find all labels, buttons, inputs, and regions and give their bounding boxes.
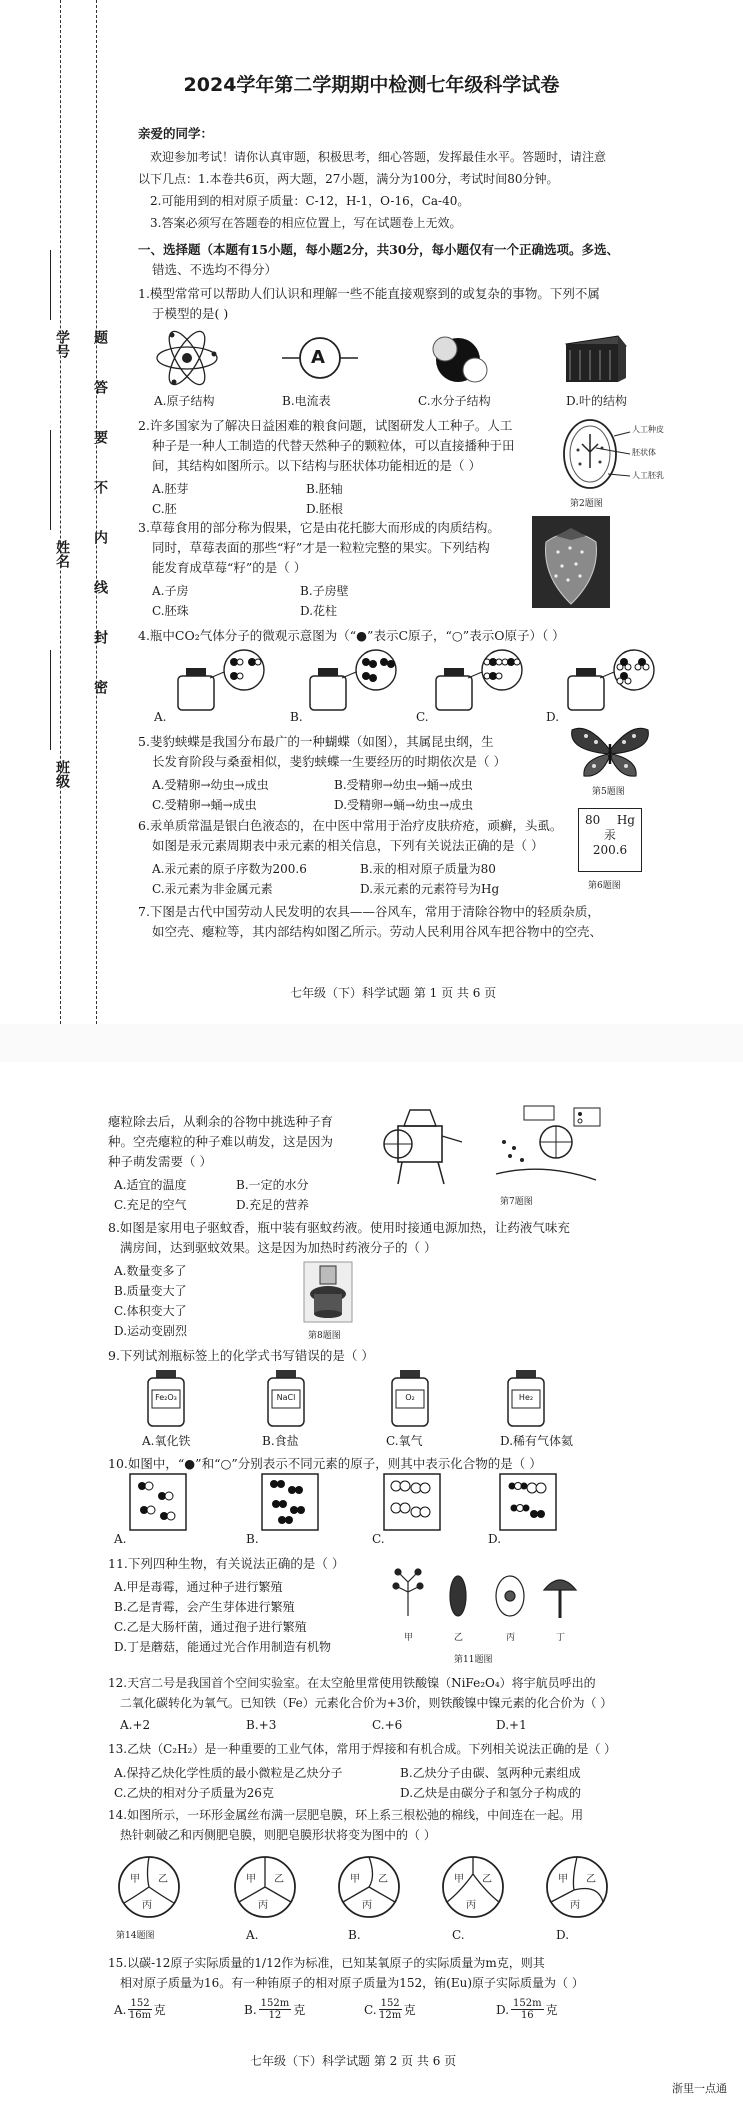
q7-stem-3: 瘪粒除去后，从剩余的谷物中挑选种子育 xyxy=(108,1114,334,1129)
water-molecule-icon xyxy=(430,332,490,384)
q8-stem-2: 满房间，达到驱蚊效果。这是因为加热时药液分子的（ ） xyxy=(120,1240,437,1255)
q14-region-label: 丙 xyxy=(570,1900,580,1911)
q11-label-jia: 甲 xyxy=(404,1633,414,1643)
q5-option-b[interactable]: B.受精卵→幼虫→蛹→成虫 xyxy=(334,778,473,792)
q5-stem-1: 5.斐豹蛱蝶是我国分布最广的一种蝴蝶（如图），其属昆虫纲，生 xyxy=(138,734,494,749)
q14-region-label: 乙 xyxy=(274,1874,284,1885)
q10-particle xyxy=(160,1512,175,1520)
seed-label-endosperm: 人工胚乳 xyxy=(632,471,664,480)
q4-bottle-4 xyxy=(560,650,670,714)
q2-stem-3: 间，其结构如图所示。以下结构与胚状体功能相近的是（ ） xyxy=(152,458,481,473)
q12-option-d[interactable]: D.+1 xyxy=(496,1718,527,1732)
q15-option-a[interactable] xyxy=(114,1998,166,2021)
q9-stem: 9.下列试剂瓶标签上的化学式书写错误的是（ ） xyxy=(108,1348,374,1363)
q4-molecule xyxy=(617,658,631,670)
q15-fraction xyxy=(128,1998,151,2021)
binding-name-label: 姓名 xyxy=(54,540,70,568)
q15-option-letter: D. xyxy=(496,2002,510,2017)
q10-box-1 xyxy=(130,1474,186,1530)
q15-option-letter: C. xyxy=(364,2002,377,2017)
q15-stem-2: 相对原子质量为16。有一种铕原子的相对原子质量为152，铕(Eu)原子实际质量为（ ） xyxy=(120,1976,584,1990)
q15-fraction xyxy=(379,1998,402,2021)
q7-option-a[interactable]: A.适宜的温度 xyxy=(114,1178,187,1192)
q2-option-d[interactable]: D.胚根 xyxy=(306,502,344,516)
q8-option-c[interactable]: C.体积变大了 xyxy=(114,1304,187,1318)
q1-option-a[interactable]: A.原子结构 xyxy=(154,394,215,408)
q2-stem-2: 种子是一种人工制造的代替天然种子的颗粒体，可以直接播种于田 xyxy=(152,438,515,453)
q12-option-a[interactable]: A.+2 xyxy=(120,1718,151,1732)
q14-stem-1: 14.如图所示，一环形金属丝布满一层肥皂膜，环上系三根松弛的棉线，中间连在一起。用 xyxy=(108,1808,584,1822)
q6-option-b[interactable]: B.汞的相对原子质量为80 xyxy=(360,862,496,876)
ammeter-label: A xyxy=(311,347,325,368)
q14-region-label: 甲 xyxy=(558,1874,568,1885)
q6-option-d[interactable]: D.汞元素的元素符号为Hg xyxy=(360,882,500,896)
q10-stem: 10.如图中，“●”和“○”分别表示不同元素的原子，则其中表示化合物的是（ ） xyxy=(108,1456,542,1471)
q15-unit: 克 xyxy=(545,2003,558,2017)
q3-stem-3: 能发育成草莓“籽”的是（ ） xyxy=(152,560,307,575)
q9-option-b[interactable]: B.食盐 xyxy=(262,1434,299,1448)
q11-organisms-figure xyxy=(388,1568,578,1630)
q10-option-c[interactable]: C. xyxy=(372,1532,385,1546)
seal-char-7: 封 xyxy=(92,630,108,644)
seal-char-1: 题 xyxy=(92,330,108,344)
q14-option-b[interactable]: B. xyxy=(348,1928,361,1942)
q13-option-b[interactable]: B.乙炔分子由碳、氢两种元素组成 xyxy=(400,1766,581,1780)
mosquito-repellent-icon xyxy=(300,1258,356,1326)
mercury-name: 汞 xyxy=(603,828,616,842)
q14-option-c[interactable]: C. xyxy=(452,1928,465,1942)
q10-particle xyxy=(158,1492,173,1500)
name-blank xyxy=(50,430,51,530)
q4-option-b[interactable]: B. xyxy=(290,710,303,724)
q7-stem-2: 如空壳、瘪粒等，其内部结构如图乙所示。劳动人民利用谷风车把谷物中的空壳、 xyxy=(152,924,603,939)
q10-particle xyxy=(270,1480,285,1488)
class-blank xyxy=(50,650,51,750)
q10-particle xyxy=(530,1510,545,1518)
q6-figure-caption: 第6题图 xyxy=(588,881,621,891)
q6-stem-2: 如图是汞元素周期表中汞元素的相关信息，下列有关说法正确的是（ ） xyxy=(152,838,544,853)
q4-bottle-2 xyxy=(302,650,412,714)
q14-region-label: 丙 xyxy=(466,1900,476,1911)
q10-option-d[interactable]: D. xyxy=(488,1532,502,1546)
q4-molecule xyxy=(230,672,243,680)
q9-bottle-label: NaCl xyxy=(276,1393,296,1402)
intro-line-2: 以下几点：1.本卷共6页，两大题，27小题，满分为100分，考试时间80分钟。 xyxy=(138,172,559,186)
seal-char-2: 答 xyxy=(92,380,108,394)
artificial-seed-figure xyxy=(560,416,620,492)
q14-region-label: 乙 xyxy=(378,1874,388,1885)
q3-option-b[interactable]: B.子房壁 xyxy=(300,584,349,598)
mercury-element-card xyxy=(578,808,642,872)
q11-figure-caption: 第11题图 xyxy=(454,1655,493,1665)
binding-dashed-line xyxy=(60,0,61,1024)
q13-option-d[interactable]: D.乙炔是由碳分子和氢分子构成的 xyxy=(400,1786,582,1800)
q4-molecule xyxy=(635,658,649,670)
q15-option-d[interactable] xyxy=(496,1998,558,2021)
seed-label-embryoid: 胚状体 xyxy=(632,448,656,457)
q14-option-d[interactable]: D. xyxy=(556,1928,570,1942)
q12-option-c[interactable]: C.+6 xyxy=(372,1718,403,1732)
q1-option-b[interactable]: B.电流表 xyxy=(282,394,331,408)
q4-option-d[interactable]: D. xyxy=(546,710,560,724)
q15-numerator: 152 xyxy=(130,1998,150,2009)
q14-region-label: 甲 xyxy=(130,1874,140,1885)
q10-particle xyxy=(509,1483,528,1490)
q10-particle xyxy=(411,1507,430,1517)
section-heading-2: 错选、不选均不得分） xyxy=(152,262,278,277)
q15-numerator: 152 xyxy=(380,1998,400,2009)
q7-option-b[interactable]: B.一定的水分 xyxy=(236,1178,309,1192)
exam-page-2 xyxy=(0,1062,743,2102)
winnowing-inner-figure xyxy=(474,1102,604,1190)
q14-region-label: 丙 xyxy=(142,1900,152,1911)
q15-denominator: 16 xyxy=(520,2010,534,2021)
q14-region-label: 甲 xyxy=(454,1874,464,1885)
q13-stem: 13.乙炔（C₂H₂）是一种重要的工业气体，常用于焊接和有机合成。下列相关说法正确的是（ ） xyxy=(108,1742,617,1756)
q4-option-c[interactable]: C. xyxy=(416,710,429,724)
q10-particle xyxy=(140,1506,155,1514)
q3-stem-2: 同时，草莓表面的那些“籽”才是一粒粒完整的果实。下列结构 xyxy=(152,540,490,555)
q1-option-c[interactable]: C.水分子结构 xyxy=(418,394,491,408)
q14-region-label: 丙 xyxy=(258,1900,268,1911)
q2-figure-caption: 第2题图 xyxy=(570,499,603,509)
q4-stem: 4.瓶中CO₂气体分子的微观示意图为（“●”表示C原子，“○”表示O原子）（ ） xyxy=(138,628,565,643)
q14-option-a[interactable]: A. xyxy=(246,1928,259,1942)
q4-molecule xyxy=(484,672,502,680)
seal-char-5: 内 xyxy=(92,530,108,544)
q9-option-a[interactable]: A.氧化铁 xyxy=(142,1434,191,1448)
q1-option-d[interactable]: D.叶的结构 xyxy=(566,394,628,408)
q1-stem-2: 于模型的是( ) xyxy=(152,306,229,321)
seal-char-6: 线 xyxy=(92,580,108,594)
q2-stem-1: 2.许多国家为了解决日益困难的粮食问题，试图研发人工种子。人工 xyxy=(138,418,513,433)
q15-fraction xyxy=(511,1998,544,2021)
q10-particle xyxy=(511,1505,530,1512)
q10-box-3 xyxy=(384,1474,440,1530)
q11-option-b[interactable]: B.乙是青霉，会产生芽体进行繁殖 xyxy=(114,1600,295,1614)
q11-stem: 11.下列四种生物，有关说法正确的是（ ） xyxy=(108,1556,345,1571)
q6-stem-1: 6.汞单质常温是银白色液态的，在中医中常用于治疗皮肤疥疮，顽癣，头虱。 xyxy=(138,818,563,833)
binding-student-no-label: 学号 xyxy=(54,330,70,358)
q10-particle xyxy=(411,1483,430,1493)
q6-option-a[interactable]: A.汞元素的原子序数为200.6 xyxy=(152,862,307,876)
q15-unit: 克 xyxy=(403,2003,416,2017)
page-2-footer: 七年级（下）科学试题 第 2 页 共 6 页 xyxy=(250,2054,457,2068)
atom-model-icon xyxy=(152,330,222,386)
q15-unit: 克 xyxy=(293,2003,306,2017)
q4-bottle-1 xyxy=(170,650,280,714)
q10-particle xyxy=(272,1500,287,1508)
q11-option-a[interactable]: A.甲是毒霉，通过种子进行繁殖 xyxy=(114,1580,283,1594)
q8-figure-caption: 第8题图 xyxy=(308,1331,341,1341)
q4-molecule xyxy=(502,658,520,666)
q5-stem-2: 长发育阶段与桑蚕相似，斐豹蛱蝶一生要经历的时期依次是（ ） xyxy=(152,754,506,769)
q9-bottle-label: He₂ xyxy=(518,1393,534,1402)
q7-figure-caption: 第7题图 xyxy=(500,1197,533,1207)
q10-particle xyxy=(290,1506,305,1514)
q7-stem-4: 种。空壳瘪粒的种子难以萌发，这是因为 xyxy=(108,1134,334,1149)
exam-page-1 xyxy=(0,0,743,1024)
q15-denominator: 16m xyxy=(128,2010,152,2021)
q14-region-label: 甲 xyxy=(246,1874,256,1885)
q5-option-c[interactable]: C.受精卵→蛹→成虫 xyxy=(152,798,257,812)
q4-option-a[interactable]: A. xyxy=(154,710,167,724)
q8-option-b[interactable]: B.质量变大了 xyxy=(114,1284,187,1298)
leaf-structure-icon xyxy=(560,330,632,388)
q14-region-label: 乙 xyxy=(586,1874,596,1885)
q7-stem-5: 种子萌发需要（ ） xyxy=(108,1154,212,1169)
q12-stem-1: 12.天宫二号是我国首个空间实验室。在太空舱里常使用铁酸镍（NiFe₂O₄）将宇航员呼出的 xyxy=(108,1676,596,1690)
q14-region-label: 甲 xyxy=(350,1874,360,1885)
q11-label-ding: 丁 xyxy=(556,1633,566,1643)
q15-fraction xyxy=(259,1998,292,2021)
q2-option-c[interactable]: C.胚 xyxy=(152,502,177,516)
q4-molecule xyxy=(362,658,377,668)
q10-option-a[interactable]: A. xyxy=(114,1532,127,1546)
q12-stem-2: 二氧化碳转化为氧气。已知铁（Fe）元素化合价为+3价，则铁酸镍中镍元素的化合价为（ ） xyxy=(120,1696,613,1710)
q5-option-d[interactable]: D.受精卵→蛹→幼虫→成虫 xyxy=(334,798,474,812)
seal-char-4: 不 xyxy=(92,480,108,494)
q15-unit: 克 xyxy=(153,2003,166,2017)
q9-bottle-label: Fe₂O₃ xyxy=(155,1393,177,1402)
q12-option-b[interactable]: B.+3 xyxy=(246,1718,277,1732)
q2-option-b[interactable]: B.胚轴 xyxy=(306,482,343,496)
page-1-footer: 七年级（下）科学试题 第 1 页 共 6 页 xyxy=(290,986,497,1000)
q6-option-c[interactable]: C.汞元素为非金属元素 xyxy=(152,882,273,896)
q10-box-2 xyxy=(262,1474,318,1530)
q9-option-d[interactable]: D.稀有气体氦 xyxy=(500,1434,574,1448)
q10-particle xyxy=(138,1482,153,1490)
q15-option-letter: B. xyxy=(244,2002,257,2017)
mercury-symbol: Hg xyxy=(616,813,635,827)
q10-particle xyxy=(288,1486,303,1494)
q3-option-c[interactable]: C.胚珠 xyxy=(152,604,189,618)
q8-option-d[interactable]: D.运动变剧烈 xyxy=(114,1324,188,1338)
q14-region-label: 乙 xyxy=(158,1874,168,1885)
q10-particle xyxy=(391,1481,410,1491)
q7-stem-1: 7.下图是古代中国劳动人民发明的农具——谷风车，常用于清除谷物中的轻质杂质， xyxy=(138,904,600,919)
q10-particle xyxy=(527,1483,546,1493)
q15-denominator: 12m xyxy=(379,2010,402,2021)
page-title: 2024学年第二学期期中检测七年级科学试卷 xyxy=(183,74,560,96)
q14-region-label: 乙 xyxy=(482,1874,492,1885)
q15-numerator: 152m xyxy=(260,1998,290,2009)
q14-stem-2: 热针刺破乙和丙侧肥皂膜，则肥皂膜形状将变为图中的（ ） xyxy=(120,1828,436,1842)
watermark: 浙里一点通 xyxy=(672,2082,727,2095)
q4-molecule xyxy=(617,672,631,684)
student-no-blank xyxy=(50,250,51,320)
q15-option-b[interactable] xyxy=(244,1998,305,2021)
q9-option-c[interactable]: C.氧气 xyxy=(386,1434,423,1448)
q8-stem-1: 8.如图是家用电子驱蚊香，瓶中装有驱蚊药液。使用时接通电源加热，让药液气味充 xyxy=(108,1220,570,1235)
q11-label-yi: 乙 xyxy=(454,1633,464,1643)
seal-char-8: 密 xyxy=(92,680,108,694)
q5-option-a[interactable]: A.受精卵→幼虫→成虫 xyxy=(152,778,269,792)
q5-figure-caption: 第5题图 xyxy=(592,787,625,797)
q4-molecule xyxy=(484,658,502,666)
q11-label-bing: 丙 xyxy=(506,1633,516,1643)
intro-line-3: 2.可能用到的相对原子质量：C-12，H-1，O-16，Ca-40。 xyxy=(150,194,470,208)
section-heading-1: 一、选择题（本题有15小题，每小题2分，共30分，每小题仅有一个正确选项。多选、 xyxy=(138,242,619,257)
q14-region-label: 丙 xyxy=(362,1900,372,1911)
winnowing-machine-figure xyxy=(382,1106,464,1186)
q1-stem-1: 1.模型常常可以帮助人们认识和理解一些不能直接观察到的或复杂的事物。下列不属 xyxy=(138,286,600,301)
q10-box-4 xyxy=(500,1474,556,1530)
q3-option-a[interactable]: A.子房 xyxy=(152,584,189,598)
q8-option-a[interactable]: A.数量变多了 xyxy=(114,1264,187,1278)
seed-label-coat: 人工种皮 xyxy=(632,425,664,434)
q15-denominator: 12 xyxy=(268,2010,282,2021)
mercury-atomic-mass: 200.6 xyxy=(592,843,628,857)
q15-numerator: 152m xyxy=(513,1998,542,2009)
intro-line-1: 欢迎参加考试！请你认真审题，积极思考，细心答题，发挥最佳水平。答题时，请注意 xyxy=(150,150,607,164)
q4-molecule xyxy=(248,658,261,666)
binding-class-label: 班级 xyxy=(54,760,70,788)
q2-option-a[interactable]: A.胚芽 xyxy=(152,482,189,496)
butterfly-icon xyxy=(568,720,652,780)
q3-option-d[interactable]: D.花柱 xyxy=(300,604,338,618)
q13-option-c[interactable]: C.乙炔的相对分子质量为26克 xyxy=(114,1786,274,1800)
q7-option-c[interactable]: C.充足的空气 xyxy=(114,1198,187,1212)
binding-dashed-line-2 xyxy=(96,0,97,1024)
q7-option-d[interactable]: D.充足的营养 xyxy=(236,1198,310,1212)
q11-option-c[interactable]: C.乙是大肠杆菌，通过孢子进行繁殖 xyxy=(114,1620,307,1634)
strawberry-photo xyxy=(532,516,610,608)
q4-molecule xyxy=(362,672,377,682)
q4-bottle-3 xyxy=(428,650,538,714)
q10-particle xyxy=(391,1503,410,1513)
q15-stem-1: 15.以碳-12原子实际质量的1/12作为标准，已知某氧原子的实际质量为m克，则其 xyxy=(108,1956,545,1970)
q9-bottle-label: O₂ xyxy=(405,1393,415,1402)
q10-option-b[interactable]: B. xyxy=(246,1532,259,1546)
mercury-atomic-number: 80 xyxy=(585,813,601,827)
q4-molecule xyxy=(230,658,243,666)
q15-option-letter: A. xyxy=(114,2002,127,2017)
intro-line-4: 3.答案必须写在答题卷的相应位置上，写在试题卷上无效。 xyxy=(150,216,462,230)
q13-option-a[interactable]: A.保持乙炔化学性质的最小微粒是乙炔分子 xyxy=(114,1766,343,1780)
page-gap xyxy=(0,1024,743,1062)
q10-particle xyxy=(278,1516,293,1524)
seal-char-3: 要 xyxy=(92,430,108,444)
q3-stem-1: 3.草莓食用的部分称为假果，它是由花托膨大而形成的肉质结构。 xyxy=(138,520,500,535)
q15-option-c[interactable] xyxy=(364,1998,416,2021)
greeting: 亲爱的同学： xyxy=(138,126,214,141)
q14-figure-caption: 第14题图 xyxy=(116,1931,155,1941)
q11-option-d[interactable]: D.丁是蘑菇，能通过光合作用制造有机物 xyxy=(114,1640,332,1654)
